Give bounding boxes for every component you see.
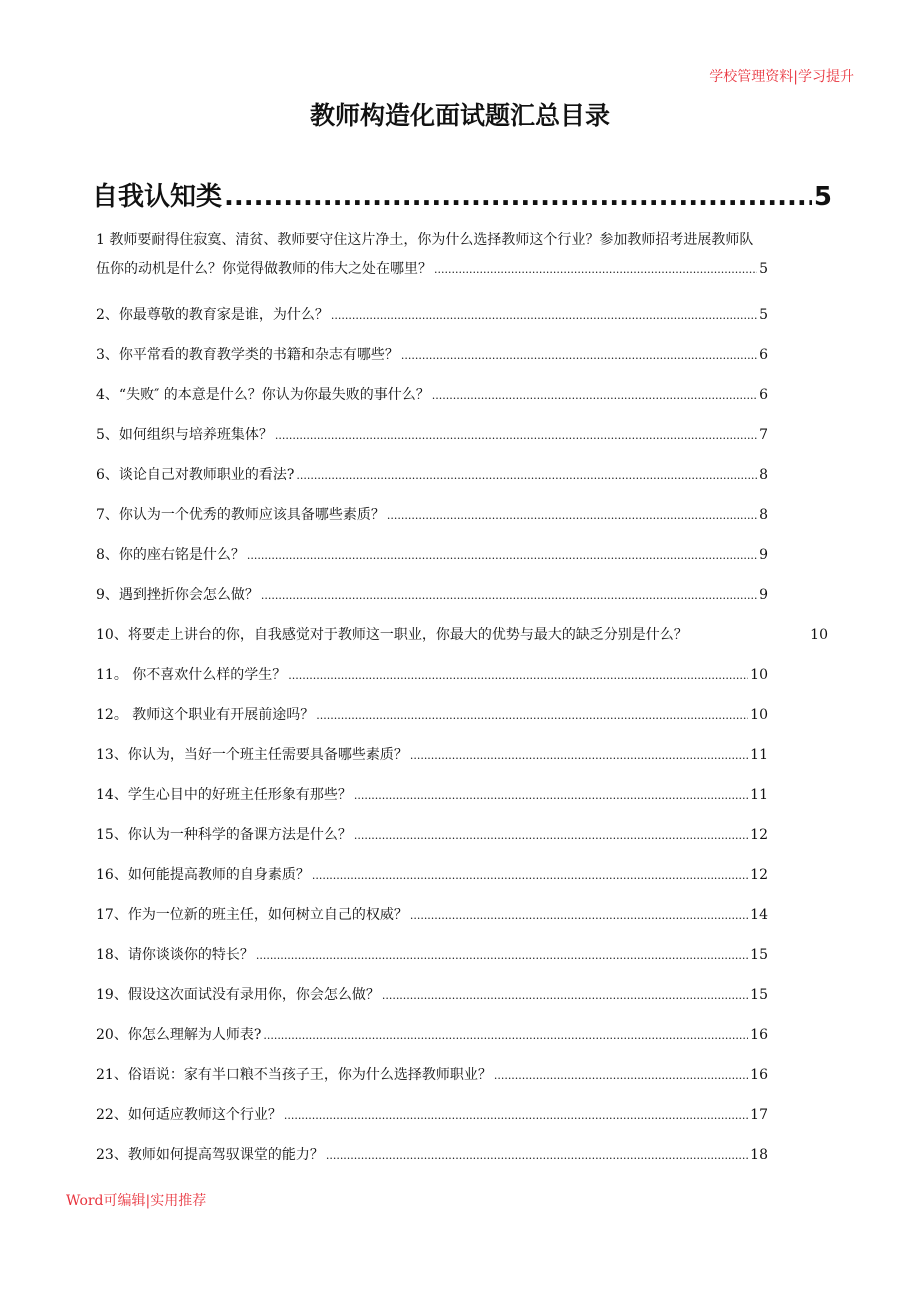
dot-leader	[284, 1096, 748, 1136]
toc-entry-text-line1: 1 教师要耐得住寂寞、清贫、教师要守住这片净土，你为什么选择教师这个行业？参加教师招考进展教师队	[96, 232, 754, 248]
toc-entry-text: 18、请你谈谈你的特长？	[96, 947, 254, 963]
toc-entry-page: 11	[750, 747, 768, 763]
toc-entry-page: 18	[750, 1147, 768, 1163]
dot-leader	[410, 736, 748, 776]
toc-entry-page: 9	[759, 587, 768, 603]
toc-entry-text: 12。 教师这个职业有开展前途吗？	[96, 707, 315, 723]
dot-leader	[326, 1136, 748, 1176]
toc-entry-page: 15	[750, 987, 768, 1003]
toc-entry-text: 15、你认为一种科学的备课方法是什么？	[96, 827, 352, 843]
toc-entry-text: 21、俗语说：家有半口粮不当孩子王，你为什么选择教师职业？	[96, 1067, 492, 1083]
toc-entry-text: 17、作为一位新的班主任，如何树立自己的权威？	[96, 907, 408, 923]
dot-leader	[331, 296, 757, 336]
toc-entry-text-line2: 伍你的动机是什么？你觉得做教师的伟大之处在哪里？	[96, 261, 432, 277]
dot-leader	[261, 576, 757, 616]
dot-leader	[247, 536, 757, 576]
toc-entry[interactable]	[96, 1135, 768, 1175]
toc-entry[interactable]	[96, 735, 768, 775]
toc-list	[96, 226, 828, 1175]
toc-entry[interactable]	[96, 935, 768, 975]
dot-leader	[354, 816, 748, 856]
toc-entry[interactable]	[96, 1015, 768, 1055]
dot-leader	[256, 936, 748, 976]
dot-leader	[434, 255, 757, 284]
toc-entry[interactable]	[96, 415, 768, 455]
toc-entry-text: 9、遇到挫折你会怎么做？	[96, 587, 259, 603]
dot-leader	[410, 896, 748, 936]
dot-leader	[312, 856, 748, 896]
toc-entry-text: 16、如何能提高教师的自身素质？	[96, 867, 310, 883]
dot-leader	[387, 496, 757, 536]
toc-entry-page: 17	[750, 1107, 768, 1123]
toc-entry-page: 11	[750, 787, 768, 803]
dot-leader	[275, 416, 757, 456]
toc-entry-page: 6	[759, 387, 768, 403]
toc-entry[interactable]	[96, 1055, 768, 1095]
page-footer: Word可编辑|实用推荐	[66, 1193, 207, 1209]
toc-entry[interactable]	[96, 495, 768, 535]
toc-entry-text: 3、你平常看的教育教学类的书籍和杂志有哪些？	[96, 347, 399, 363]
dot-leader	[432, 376, 757, 416]
toc-entry-text: 22、如何适应教师这个行业？	[96, 1107, 282, 1123]
toc-entry[interactable]	[96, 975, 768, 1015]
toc-entry-page: 16	[750, 1027, 768, 1043]
toc-entry-page: 15	[750, 947, 768, 963]
toc-entry-page: 10	[750, 667, 768, 683]
document-title: 教师构造化面试题汇总目录	[309, 101, 610, 130]
section-label: 自我认知类	[92, 182, 223, 212]
toc-entry[interactable]	[96, 226, 768, 284]
toc-entry-page: 10	[750, 707, 768, 723]
toc-entry-text: 11。 你不喜欢什么样的学生？	[96, 667, 287, 683]
toc-entry[interactable]	[96, 295, 768, 335]
toc-entry-page: 8	[759, 467, 768, 483]
toc-entry[interactable]	[96, 815, 768, 855]
toc-entry-page: 12	[750, 867, 768, 883]
toc-entry-text: 19、假设这次面试没有录用你，你会怎么做？	[96, 987, 380, 1003]
dot-leader	[224, 182, 812, 212]
toc-entry[interactable]	[96, 695, 768, 735]
toc-entry[interactable]	[96, 895, 768, 935]
toc-entry[interactable]	[96, 775, 768, 815]
toc-entry-page: 10	[810, 627, 828, 643]
toc-entry-page: 14	[750, 907, 768, 923]
dot-leader	[263, 1016, 748, 1056]
toc-entry[interactable]	[96, 335, 768, 375]
toc-entry-page: 9	[759, 547, 768, 563]
toc-entry-page: 7	[759, 427, 768, 443]
toc-entry-text: 13、你认为，当好一个班主任需要具备哪些素质？	[96, 747, 408, 763]
toc-entry-text: 20、你怎么理解为人师表?	[96, 1027, 262, 1043]
dot-leader	[316, 696, 748, 736]
page-header: 学校管理资料|学习提升	[709, 69, 854, 85]
toc-entry-text: 14、学生心目中的好班主任形象有那些？	[96, 787, 352, 803]
dot-leader	[401, 336, 757, 376]
toc-entry[interactable]	[96, 1095, 768, 1135]
toc-entry-text: 7、你认为一个优秀的教师应该具备哪些素质？	[96, 507, 385, 523]
dot-leader	[296, 456, 757, 496]
toc-entry-text: 10、将要走上讲台的你，自我感觉对于教师这一职业，你最大的优势与最大的缺乏分别是什么？	[96, 627, 688, 643]
toc-entry-page: 5	[759, 261, 768, 277]
toc-entry[interactable]	[96, 575, 768, 615]
dot-leader	[494, 1056, 748, 1096]
toc-entry-text: 2、你最尊敬的教育家是谁，为什么？	[96, 307, 329, 323]
toc-section-heading[interactable]	[92, 176, 832, 213]
dot-leader	[288, 656, 748, 696]
toc-entry[interactable]	[96, 855, 768, 895]
toc-entry-text: 4、“失败″ 的本意是什么？你认为你最失败的事什么？	[96, 387, 430, 403]
section-page: 5	[813, 182, 832, 212]
toc-entry-page: 6	[759, 347, 768, 363]
toc-entry[interactable]	[96, 535, 768, 575]
toc-entry-text: 8、你的座右铭是什么？	[96, 547, 245, 563]
dot-leader	[382, 976, 748, 1016]
toc-entry-text: 6、谈论自己对教师职业的看法?	[96, 467, 295, 483]
dot-leader	[354, 776, 748, 816]
toc-entry-text: 5、如何组织与培养班集体？	[96, 427, 273, 443]
toc-entry[interactable]	[96, 655, 768, 695]
toc-entry-page: 12	[750, 827, 768, 843]
toc-entry[interactable]	[96, 455, 768, 495]
toc-entry[interactable]	[96, 375, 768, 415]
toc-entry-page: 8	[759, 507, 768, 523]
toc-entry[interactable]	[96, 615, 836, 655]
toc-entry-page: 16	[750, 1067, 768, 1083]
toc-entry-text: 23、教师如何提高驾驭课堂的能力？	[96, 1147, 324, 1163]
toc-entry-page: 5	[759, 307, 768, 323]
